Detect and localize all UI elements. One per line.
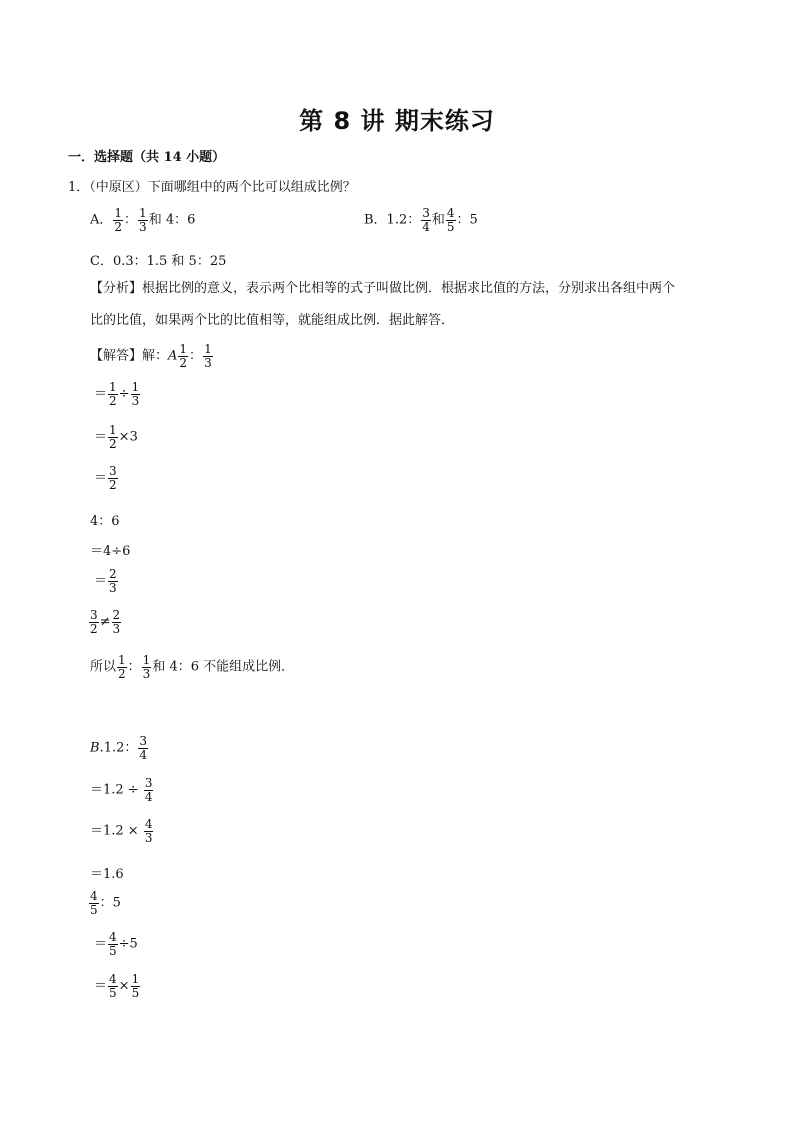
ratio-4-6: 4：6 xyxy=(90,514,120,529)
option-b-and: 和 xyxy=(431,212,445,228)
step-b3: ＝1.6 xyxy=(90,867,124,882)
conclusion-a xyxy=(90,654,294,680)
conclusion-prefix: 所以 xyxy=(90,659,117,675)
fraction-four-fifths: $\frac{4}{5}$ xyxy=(109,972,117,1000)
page-title: 第 8 讲 期末练习 xyxy=(299,107,495,135)
solution-b-prefix: B xyxy=(90,740,100,756)
colon: ： xyxy=(189,348,203,364)
step-a1 xyxy=(94,381,141,407)
fraction-one-third: $\frac{1}{3}$ xyxy=(204,342,212,370)
step-b2-text: ＝1.2 × xyxy=(90,823,139,839)
fraction-one-third: $\frac{1}{3}$ xyxy=(139,206,147,234)
solution-label: 【解答】解： xyxy=(90,348,169,364)
question-stem: 1．（中原区）下面哪组中的两个比可以组成比例？ xyxy=(68,180,356,195)
step-a3 xyxy=(94,465,119,491)
fraction-one-half: $\frac{1}{2}$ xyxy=(118,653,126,681)
fraction-one-half: $\frac{1}{2}$ xyxy=(114,206,123,234)
times: × xyxy=(118,978,130,994)
times: × xyxy=(118,429,130,445)
option-b[interactable] xyxy=(364,207,478,233)
colon: ： xyxy=(124,212,138,228)
fraction-three-fourths: $\frac{3}{4}$ xyxy=(144,776,153,804)
analysis-line-2: 比的比值，如果两个比的比值相等，就能组成比例．据此解答． xyxy=(90,313,455,328)
fraction-four-fifths: $\frac{4}{5}$ xyxy=(109,930,117,958)
step-b2 xyxy=(90,818,154,844)
fraction-four-fifths: $\frac{4}{5}$ xyxy=(446,206,455,234)
solution-a-prefix: A xyxy=(168,348,178,364)
fraction-one-third: $\frac{1}{3}$ xyxy=(142,653,151,681)
equals: ＝ xyxy=(94,386,108,402)
solution-a-header xyxy=(90,343,214,369)
fraction-four-thirds: $\frac{4}{3}$ xyxy=(144,817,153,845)
fraction-three-fourths: $\frac{3}{4}$ xyxy=(139,734,148,762)
step-b1 xyxy=(90,777,154,803)
option-a-label: A． xyxy=(90,212,113,228)
equals: ＝ xyxy=(94,429,108,445)
analysis-line-1: 【分析】根据比例的意义，表示两个比相等的式子叫做比例．根据求比值的方法，分别求出各组中两个 xyxy=(90,281,676,296)
option-b-label: B．1.2： xyxy=(364,212,421,228)
conclusion-text: 和 4：6 不能组成比例． xyxy=(152,659,295,675)
equals: ＝ xyxy=(94,936,108,952)
step-b5 xyxy=(94,973,141,999)
fraction-one-third: $\frac{1}{3}$ xyxy=(131,380,140,408)
option-c[interactable]: C．0.3：1.5 和 5：25 xyxy=(90,254,227,269)
not-equal: ≠ xyxy=(99,614,111,630)
option-a[interactable] xyxy=(90,207,195,233)
fraction-one-half: $\frac{1}{2}$ xyxy=(179,342,188,370)
number-three: 3 xyxy=(129,429,138,445)
step-b4 xyxy=(94,931,138,957)
step-two-thirds xyxy=(94,568,119,594)
fraction-four-fifths: $\frac{4}{5}$ xyxy=(90,889,98,917)
fraction-one-half: $\frac{1}{2}$ xyxy=(109,380,117,408)
step-4-div-6: ＝4÷6 xyxy=(90,544,131,559)
fraction-three-fourths: $\frac{3}{4}$ xyxy=(422,206,430,234)
option-a-text: 和 4：6 xyxy=(148,212,196,228)
equals: ＝ xyxy=(94,470,108,486)
divide-five: ÷5 xyxy=(118,936,138,952)
option-b-tail: ：5 xyxy=(456,212,478,228)
solution-b-ratio: .1.2： xyxy=(99,740,138,756)
ratio-tail: ：5 xyxy=(99,895,121,911)
fraction-two-thirds: $\frac{2}{3}$ xyxy=(109,567,117,595)
colon: ： xyxy=(127,659,141,675)
step-a2 xyxy=(94,424,138,450)
comparison xyxy=(88,609,122,635)
fraction-three-halves: $\frac{3}{2}$ xyxy=(90,608,98,636)
equals: ＝ xyxy=(94,978,108,994)
equals: ＝ xyxy=(94,573,108,589)
fraction-one-fifth: $\frac{1}{5}$ xyxy=(131,972,140,1000)
step-b1-text: ＝1.2 ÷ xyxy=(90,782,139,798)
fraction-one-half: $\frac{1}{2}$ xyxy=(109,423,117,451)
fraction-two-thirds: $\frac{2}{3}$ xyxy=(112,608,121,636)
divide: ÷ xyxy=(118,386,130,402)
solution-b-header xyxy=(90,735,149,761)
section-heading: 一．选择题（共 14 小题） xyxy=(68,150,226,165)
fraction-three-halves: $\frac{3}{2}$ xyxy=(109,464,117,492)
ratio-4-5-5 xyxy=(88,890,121,916)
